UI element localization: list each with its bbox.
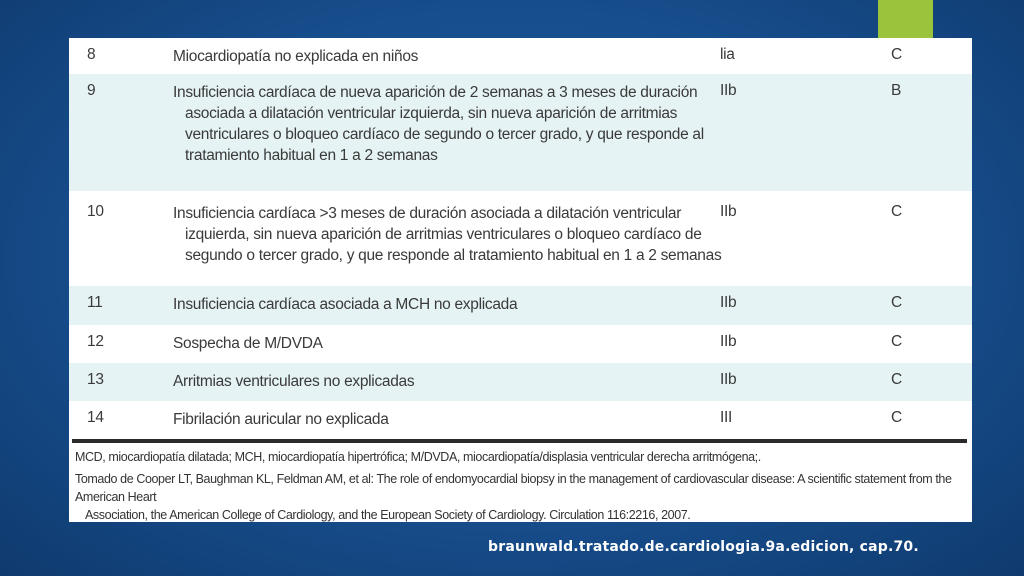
evidence-level: C [891,371,902,388]
row-description [173,409,733,430]
table-row [69,401,972,439]
recommendation-class: IIb [720,294,737,311]
evidence-level: B [891,82,902,99]
table-citation [75,470,965,522]
evidence-level: C [891,333,902,350]
abbreviations-note: MCD, miocardiopatía dilatada; MCH, miocardiopatía hipertrófica; M/DVDA, miocardiopatía/displasia ventricular derecha arritmógena;. [75,450,761,464]
description-line: Miocardiopatía no explicada en niños [173,48,419,65]
row-number: 11 [87,294,103,311]
row-number: 14 [87,409,104,426]
accent-square [878,0,933,38]
table-row [69,74,972,191]
recommendation-class: IIb [720,371,737,388]
evidence-level: C [891,409,902,426]
recommendation-class: IIb [720,203,737,220]
description-line: asociada a dilatación ventricular izquierda, sin nueva aparición de arritmias [185,105,678,122]
table-row [69,363,972,401]
table-row [69,38,972,74]
table-bottom-rule [72,439,967,443]
source-caption: braunwald.tratado.de.cardiologia.9a.edicion, cap.70. [488,539,919,555]
description-line: ventriculares o bloqueo cardíaco de segundo o tercer grado, y que responde al [185,126,704,143]
evidence-level: C [891,46,902,63]
table-row [69,191,972,286]
document-table-image [69,38,972,522]
description-line: tratamiento habitual en 1 a 2 semanas [185,147,438,164]
row-number: 12 [87,333,104,350]
recommendation-class: lia [720,46,735,63]
description-line: Fibrilación auricular no explicada [173,411,389,428]
row-number: 13 [87,371,104,388]
description-line: Insuficiencia cardíaca de nueva aparición de 2 semanas a 3 meses de duración [173,84,698,101]
row-number: 9 [87,82,96,99]
row-description [173,46,733,67]
description-line: Arritmias ventriculares no explicadas [173,373,415,390]
row-description [173,294,733,315]
table-row [69,325,972,363]
evidence-level: C [891,203,902,220]
table-row [69,286,972,325]
citation-line: Association, the American College of Cardiology, and the European Society of Cardiology. Circulation 116:2216, 2007. [85,508,691,522]
description-line: Insuficiencia cardíaca asociada a MCH no explicada [173,296,518,313]
evidence-level: C [891,294,902,311]
table-footnote [75,448,965,466]
citation-line: Tomado de Cooper LT, Baughman KL, Feldman AM, et al: The role of endomyocardial biopsy in the management of cardiovascular disease: A scientific statement from the American Heart [75,472,952,504]
row-number: 8 [87,46,96,63]
row-description [173,333,733,354]
row-description [173,82,733,166]
row-description [173,371,733,392]
recommendation-class: III [720,409,733,426]
recommendation-class: IIb [720,333,737,350]
row-description [173,203,733,266]
description-line: izquierda, sin nueva aparición de arritmias ventriculares o bloqueo cardíaco de [185,226,702,243]
description-line: segundo o tercer grado, y que responde al tratamiento habitual en 1 a 2 semanas [185,247,722,264]
description-line: Sospecha de M/DVDA [173,335,323,352]
row-number: 10 [87,203,104,220]
recommendation-class: IIb [720,82,737,99]
description-line: Insuficiencia cardíaca >3 meses de duración asociada a dilatación ventricular [173,205,682,222]
